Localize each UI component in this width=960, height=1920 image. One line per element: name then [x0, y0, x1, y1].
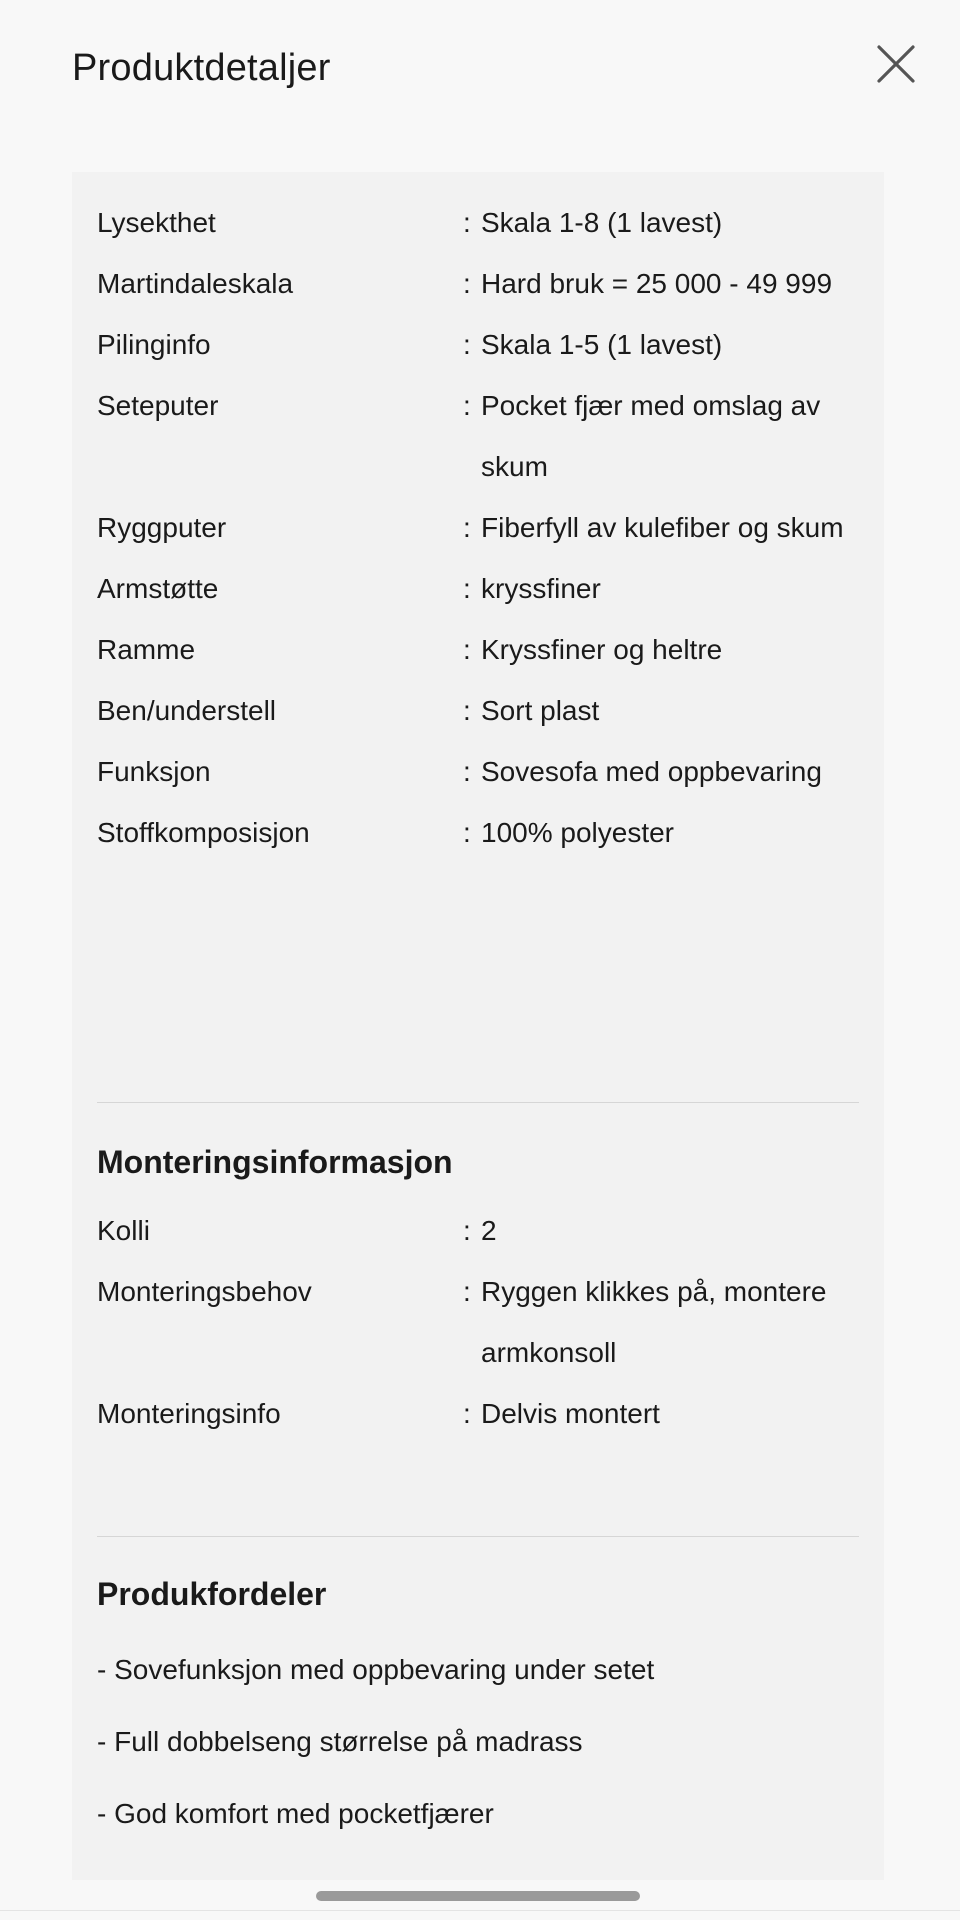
detail-value: Hard bruk = 25 000 - 49 999: [481, 268, 833, 299]
detail-row-martindaleskala: [97, 253, 859, 314]
detail-value: Fiberfyll av kulefiber og skum: [481, 512, 844, 543]
section-divider: [97, 1102, 859, 1103]
mounting-row-monteringsbehov: [97, 1261, 859, 1383]
detail-value: Delvis montert: [481, 1398, 660, 1429]
section-divider: [97, 1536, 859, 1537]
detail-row-armstotte: [97, 558, 859, 619]
detail-label: Seteputer: [97, 390, 219, 421]
benefits-list: [97, 1634, 859, 1850]
product-details-card: [72, 172, 884, 1880]
detail-value: Kryssfiner og heltre: [481, 634, 723, 665]
close-icon: [876, 44, 916, 84]
detail-row-seteputer: [97, 375, 859, 497]
benefit-item: - Full dobbelseng størrelse på madrass: [97, 1726, 583, 1757]
detail-label: Funksjon: [97, 756, 211, 787]
benefits-section-title: Produkfordeler: [97, 1576, 327, 1612]
detail-label: Kolli: [97, 1215, 150, 1246]
home-indicator[interactable]: [316, 1891, 640, 1901]
detail-label: Monteringsinfo: [97, 1398, 281, 1429]
mounting-row-kolli: [97, 1200, 859, 1261]
mounting-row-monteringsinfo: [97, 1383, 859, 1444]
detail-value: Skala 1-8 (1 lavest): [481, 207, 723, 238]
detail-separator: :: [463, 268, 471, 299]
detail-label: Lysekthet: [97, 207, 216, 238]
modal-header: [0, 0, 960, 140]
detail-separator: :: [463, 1276, 471, 1307]
detail-row-lysekthet: [97, 192, 859, 253]
detail-row-ben-understell: [97, 680, 859, 741]
bottom-divider: [0, 1910, 960, 1911]
detail-label: Ramme: [97, 634, 196, 665]
detail-row-stoffkomposisjon: [97, 802, 859, 863]
detail-separator: :: [463, 634, 471, 665]
detail-label: Stoffkomposisjon: [97, 817, 310, 848]
detail-label: Armstøtte: [97, 573, 219, 604]
detail-label: Ben/understell: [97, 695, 277, 726]
detail-row-funksjon: [97, 741, 859, 802]
detail-label: Ryggputer: [97, 512, 227, 543]
close-button[interactable]: [866, 34, 926, 94]
mounting-list: [97, 1200, 859, 1444]
details-list: [97, 192, 859, 863]
detail-separator: :: [463, 329, 471, 360]
detail-row-ramme: [97, 619, 859, 680]
detail-separator: :: [463, 390, 471, 421]
page-title: Produktdetaljer: [72, 47, 331, 89]
detail-value: Sovesofa med oppbevaring: [481, 756, 822, 787]
detail-value: Pocket fjær med omslag av skum: [481, 390, 821, 482]
mounting-section-title: Monteringsinformasjon: [97, 1144, 453, 1180]
benefit-item: - Sovefunksjon med oppbevaring under setet: [97, 1654, 655, 1685]
benefit-item: - God komfort med pocketfjærer: [97, 1798, 494, 1829]
detail-value: Ryggen klikkes på, montere armkonsoll: [481, 1276, 827, 1368]
detail-label: Pilinginfo: [97, 329, 211, 360]
detail-row-ryggputer: [97, 497, 859, 558]
detail-label: Monteringsbehov: [97, 1276, 312, 1307]
detail-separator: :: [463, 817, 471, 848]
detail-value: Skala 1-5 (1 lavest): [481, 329, 723, 360]
detail-separator: :: [463, 695, 471, 726]
detail-separator: :: [463, 512, 471, 543]
detail-label: Martindaleskala: [97, 268, 294, 299]
detail-value: 2: [481, 1215, 497, 1246]
detail-value: 100% polyester: [481, 817, 675, 848]
detail-separator: :: [463, 756, 471, 787]
detail-value: kryssfiner: [481, 573, 601, 604]
detail-separator: :: [463, 1398, 471, 1429]
detail-separator: :: [463, 573, 471, 604]
detail-separator: :: [463, 1215, 471, 1246]
detail-separator: :: [463, 207, 471, 238]
detail-row-pilinginfo: [97, 314, 859, 375]
detail-value: Sort plast: [481, 695, 600, 726]
